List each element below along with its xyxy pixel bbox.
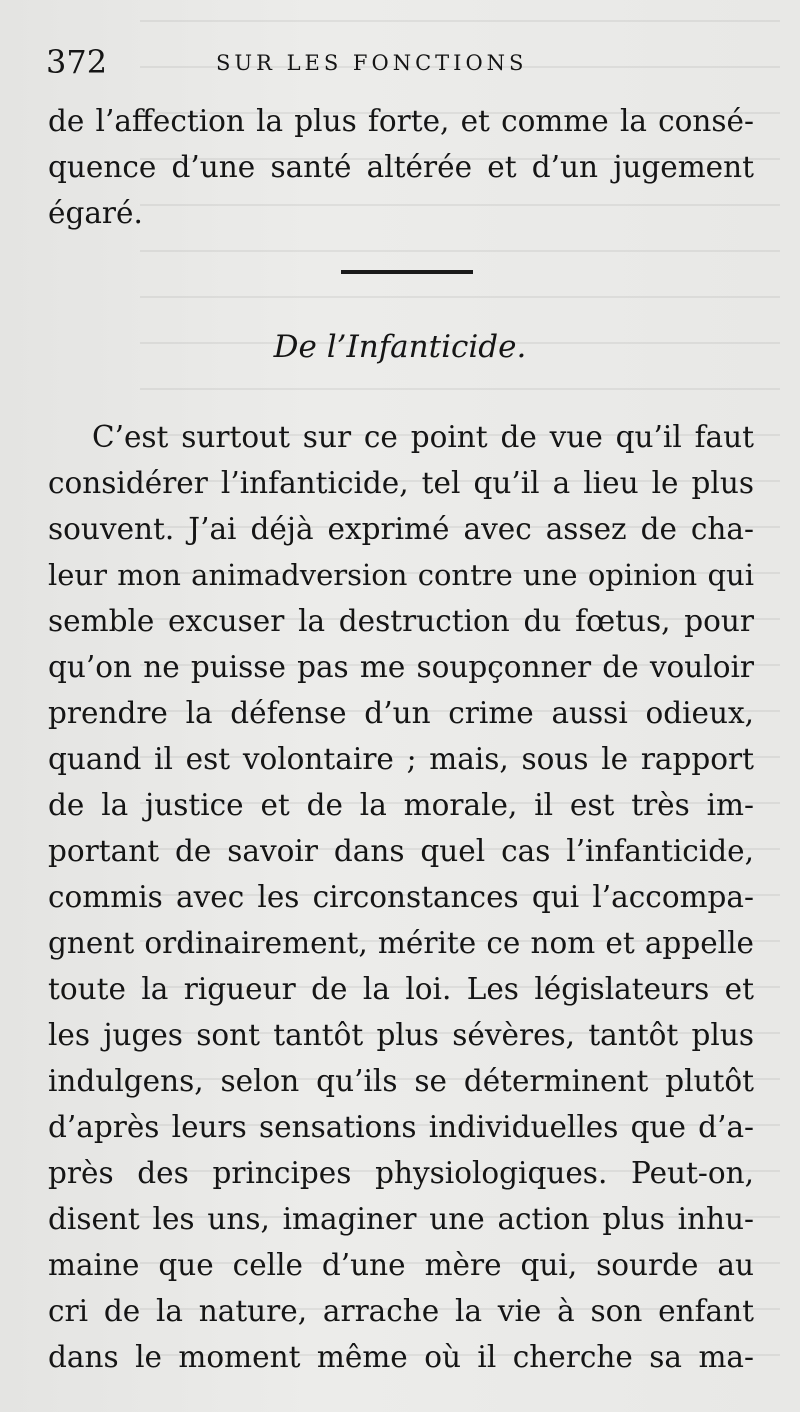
section-divider-rule [341, 270, 473, 274]
text-line: C’est surtout sur ce point de vue qu’il faut [92, 420, 754, 454]
paragraph-infanticide [48, 414, 754, 1380]
text-line: de la justice et de la morale, il est très im- [48, 788, 754, 822]
text-line: indulgens, selon qu’ils se déterminent plutôt [48, 1064, 754, 1098]
text-line: maine que celle d’une mère qui, sourde au [48, 1248, 754, 1282]
text-line: gnent ordinairement, mérite ce nom et appelle [48, 926, 754, 960]
text-line: toute la rigueur de la loi. Les législateurs et [48, 972, 754, 1006]
text-line: d’après leurs sensations individuelles que d’a- [48, 1110, 754, 1144]
paragraph-continued [48, 98, 754, 236]
running-head [46, 42, 756, 86]
running-title: SUR LES FONCTIONS [216, 51, 528, 75]
text-line: considérer l’infanticide, tel qu’il a lieu le plus [48, 466, 754, 500]
text-line: les juges sont tantôt plus sévères, tantôt plus [48, 1018, 754, 1052]
text-line: égaré. [48, 196, 143, 230]
text-line: leur mon animadversion contre une opinion qui [48, 558, 754, 592]
text-line: semble excuser la destruction du fœtus, pour [48, 604, 754, 638]
section-heading: De l’Infanticide. [273, 329, 527, 365]
text-line: souvent. J’ai déjà exprimé avec assez de cha- [48, 512, 754, 546]
text-line: près des principes physiologiques. Peut-on, [48, 1156, 754, 1190]
text-line: quand il est volontaire ; mais, sous le rapport [48, 742, 754, 776]
text-line: prendre la défense d’un crime aussi odieux, [48, 696, 754, 730]
text-line: de l’affection la plus forte, et comme la consé- [48, 104, 754, 138]
text-line: quence d’une santé altérée et d’un jugement [48, 150, 754, 184]
text-line: qu’on ne puisse pas me soupçonner de vouloir [48, 650, 754, 684]
text-line: portant de savoir dans quel cas l’infanticide, [48, 834, 754, 868]
text-line: disent les uns, imaginer une action plus inhu- [48, 1202, 754, 1236]
text-line: cri de la nature, arrache la vie à son enfant [48, 1294, 754, 1328]
text-line: dans le moment même où il cherche sa ma- [48, 1340, 754, 1374]
text-line: commis avec les circonstances qui l’accompa- [48, 880, 754, 914]
page-number: 372 [46, 43, 108, 81]
